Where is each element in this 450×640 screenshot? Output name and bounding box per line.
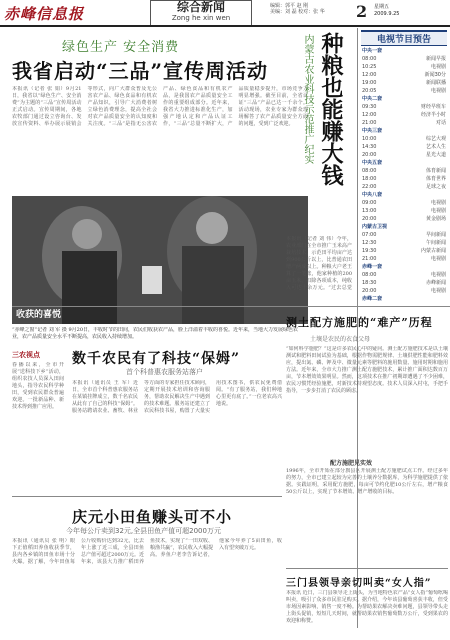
tv-program-row [362, 175, 446, 183]
tv-program-time: 13:00 [362, 208, 377, 214]
tv-program-time: 18:30 [362, 280, 377, 286]
tv-program-title: 黄金剧场 [425, 216, 446, 222]
section-divider [286, 568, 448, 569]
issue-date [374, 4, 399, 18]
feature-subhead: 首个科普惠农服务站落户 [126, 368, 203, 376]
vertical-subhead: 内蒙古农业科技示范推广纪实 [302, 34, 313, 164]
tv-program-time: 10:25 [362, 64, 377, 70]
tv-program-title: 电视剧 [430, 208, 446, 214]
tv-channel-name: 中央八套 [362, 192, 383, 198]
tv-program-time: 10:00 [362, 136, 377, 142]
masthead [0, 0, 450, 26]
tv-program-time: 20:00 [362, 288, 377, 294]
tv-channel-name: 中央五套 [362, 160, 383, 166]
tv-program-title: 电视剧 [430, 88, 446, 94]
section-title: 综合新闻 [176, 0, 225, 14]
newspaper-logo: 赤峰信息报 [4, 5, 85, 23]
farmers-photo-illustration [12, 196, 308, 324]
tv-program-time: 08:00 [362, 168, 377, 174]
tv-program-time: 08:00 [362, 272, 377, 278]
feature-section-label: 三农视点 [12, 351, 40, 359]
third-headline: 三门县领导亲切叫卖“女人指” [286, 578, 432, 589]
tv-channel-name: 中央一套 [362, 48, 383, 54]
main-body: 本报讯（记者 张 娟）9月21日，我省以“绿色生产、安全消费”为主题的“三品”宣传周活动正式启动。宣传周期间，各地农牧部门通过设立咨询台、发放宣传资料、举办展示展销会等形式，向广大群众普及无公害农产品、绿色食品和有机农产品知识，引导广大消费者树立绿色消费理念，提高全社会对农产品质量安全的认知度和关注度。“三品”是指无公害农产品、绿色食品和有机农产品，是我国农产品质量安全工作的重要组成部分。近年来，我省大力推进标准化生产，加强产地认定和产品认证工作，“三品”总量不断扩大，产品质量稳步提升，市场竞争力明显增强。截至目前，全省认证“三品”产品已达一千余个。活动现场，农业专家为群众现场解答了农产品质量安全方面的问题，受到广泛欢迎。 [12, 86, 308, 127]
tv-program-time: 12:00 [362, 112, 377, 118]
main-headline: 我省启动“三品”宣传周活动 [12, 59, 269, 83]
tv-program-time: 19:30 [362, 248, 377, 254]
date: 2009.9.25 [374, 11, 400, 17]
tv-program-row [362, 279, 446, 287]
tv-program-title: 早间新闻 [425, 232, 446, 238]
tv-program-row [362, 143, 446, 151]
tv-program-row [362, 135, 446, 143]
editor-credit-line: 编辑：郭平 赵 刚 [270, 3, 309, 9]
feature-body: 本报讯（通讯员 王 军）近日，全市首个科普惠农服务站在某镇挂牌成立，数千名农民从此有了自己的科技“保姆”。服务站聘请农业、畜牧、林业等方面的专家担任技术顾问，定期开展技术培训和咨询服务，帮助农民解决生产中遇到的技术难题。服务站还建立了农民科技书屋，购置了大量实用技术图书，供农民免费借阅。“有了服务站，我们种地心里更有底了。”一位老农高兴地说。 [72, 380, 282, 414]
second-subhead: 土壤是农民的衣食父母 [310, 336, 371, 343]
editor-credits [270, 3, 325, 15]
section-divider [12, 306, 450, 307]
section-title-box [150, 0, 252, 26]
tv-channel-name: 内蒙古卫视 [362, 224, 388, 230]
tv-program-title: 综艺大观 [425, 136, 446, 142]
tv-program-time: 21:00 [362, 120, 377, 126]
section-title-pinyin: Zong he xin wen [171, 14, 231, 22]
feature-sidebar-text: 春播以来，全市开展“送科技下乡”活动，组织农技人员深入田间地头，指导农民科学种田，受到农民群众普遍欢迎。一批新品种、新技术得到推广应用。 [12, 362, 64, 410]
tv-program-row [362, 255, 446, 263]
bottom-headline: 庆元小田鱼赚头可不小 [72, 508, 233, 526]
tv-program-row [362, 215, 446, 223]
main-kicker: 绿色生产 安全消费 [62, 40, 180, 55]
tv-program-time: 09:00 [362, 200, 377, 206]
tv-program-title: 财经早班车 [420, 104, 446, 110]
tv-program-time: 20:00 [362, 152, 377, 158]
tv-listing [362, 47, 446, 301]
bottom-subhead: 今年每公斤卖到32元,全县田鱼产值可超2000万元 [66, 527, 221, 535]
second-body-2: 1996年，全市开始在部分旗县区开展测土配方施肥试点工作。经过多年的努力，全市已建立起较为完善的土壤养分数据库，为科学施肥提供了依据。实践证明，采用配方施肥，每亩可节约化肥10公斤左右，增产粮食50公斤以上，实现了节本增效、增产增收的目标。 [286, 468, 448, 495]
tv-program-title: 体育新闻 [425, 168, 446, 174]
tv-program-row [362, 55, 446, 63]
tv-program-time: 09:30 [362, 104, 377, 110]
tv-program-title: 新闻联播 [425, 80, 446, 86]
tv-program-title: 内蒙古新闻 [420, 248, 446, 254]
bottom-body: 本报讯（通讯员 张 明）眼下正值稻田养鱼收获季节，县内各乡镇的田鱼市场十分火爆。据了解，今年田鱼每公斤收购价达到32元，比去年上涨了近三成，全县田鱼总产值可超过2000万元。近年来，该县大力推广稻田养鱼技术，实现了“一田双收、粮渔共赢”，农民收入大幅提高。养鱼户老李告诉记者，他家今年养了5亩田鱼，收入有望突破万元。 [12, 538, 282, 565]
tv-program-title: 电视剧 [430, 288, 446, 294]
tv-program-row [362, 271, 446, 279]
vertical-body: 本报讯（记者 刘 伟）今年，农业部门在全市推广玉米高产栽培技术，示范田平均亩产达到900公斤以上，比普通农田增产两成以上。种粮大户老王算了一笔账，他家种植的200亩玉米，扣除各项成本，纯收入可达十余万元。“过去总觉 [286, 236, 352, 290]
tv-listing-header: 电视节目预告 [361, 30, 447, 46]
tv-program-title: 电视剧 [430, 64, 446, 70]
feature-headline: 数千农民有了科技“保姆” [72, 351, 241, 367]
tv-program-row [362, 119, 446, 127]
tv-channel-name: 中央二套 [362, 96, 383, 102]
tv-program-row [362, 183, 446, 191]
tv-program-title: 经济半小时 [420, 112, 446, 118]
tv-channel-name: 中央三套 [362, 128, 383, 134]
second-body: “如何科学施肥？”这是许多农民心中的疑问。测土配方施肥技术是以土壤测试和肥料田间试验为基础，根据作物需肥规律、土壤供肥性能和肥料效应，提出氮、磷、钾及中、微量元素等肥料的施用数量、施用时期和施用方法。近年来，全市大力推广测土配方施肥技术，累计推广面积达数百万亩，节本增效效果明显。然而，这项技术在推广初期却遭遇了不少困难，农民习惯凭经验施肥，对新技术持观望态度。技术人员深入村屯，手把手指导，一步步打消了农民的顾虑。 [286, 346, 448, 394]
tv-program-title: 赤峰新闻 [425, 280, 446, 286]
tv-program-time: 20:00 [362, 216, 377, 222]
tv-program-row [362, 287, 446, 295]
tv-program-title: 电视剧 [430, 272, 446, 278]
page-number: 2 [356, 2, 368, 21]
tv-program-title: 星光大道 [425, 152, 446, 158]
tv-program-row [362, 151, 446, 159]
tv-program-row [362, 103, 446, 111]
tv-program-time: 12:30 [362, 240, 377, 246]
editor-credit-line: 美编：刘 磊 校对：张 华 [270, 9, 325, 15]
tv-program-row [362, 239, 446, 247]
tv-program-title: 电视剧 [430, 256, 446, 262]
weekday: 星期五 [374, 4, 390, 10]
tv-program-title: 体育世界 [425, 176, 446, 182]
photo-caption: “赤峰之窗”记者 刘 军 摄 9月20日，丰收时节的田间，农民们收获农产品，脸上洋溢着丰收的喜悦。近年来，当地大力发展绿色农业，农产品质量安全水平不断提高，农民收入持续增加。 [12, 327, 299, 340]
tv-program-time: 07:00 [362, 232, 377, 238]
tv-program-time: 12:00 [362, 72, 377, 78]
section-divider [12, 496, 282, 497]
tv-program-row [362, 207, 446, 215]
tv-channel-name: 赤峰一套 [362, 264, 383, 270]
tv-program-title: 午间新闻 [425, 240, 446, 246]
photo-overlay-label: 收获的喜悦 [16, 310, 62, 320]
tv-program-row [362, 167, 446, 175]
tv-program-row [362, 231, 446, 239]
tv-program-row [362, 87, 446, 95]
second-subhead-2: 配方施肥见实效 [330, 460, 373, 467]
tv-program-title: 新闻30分 [424, 72, 446, 78]
tv-program-title: 对话 [435, 120, 446, 126]
tv-program-row [362, 199, 446, 207]
second-headline: 测土配方施肥的“难产”历程 [286, 316, 433, 329]
tv-program-time: 08:00 [362, 56, 377, 62]
tv-program-time: 21:00 [362, 256, 377, 262]
tv-program-row [362, 79, 446, 87]
third-body: 本报讯 近日，三门县领导走上街头，为当地特色农产品“女人指”葡萄吆喝叫卖，吸引了众多市民驻足购买。据介绍，今年该县葡萄喜获丰收，但受市场因素影响，销售一度不畅。为帮助果农解决卖难问题，县领导带头走上街头促销，短短几天时间，就帮助果农销售葡萄数万公斤，受到果农的欢迎和称赞。 [286, 590, 448, 624]
tv-program-time: 14:30 [362, 144, 377, 150]
vertical-headline: 种粮也能赚大钱 [318, 32, 344, 186]
tv-program-title: 电视剧 [430, 200, 446, 206]
tv-program-row [362, 111, 446, 119]
tv-program-title: 足球之夜 [425, 184, 446, 190]
tv-program-row [362, 71, 446, 79]
tv-program-time: 20:05 [362, 88, 377, 94]
tv-program-title: 新闻早报 [425, 56, 446, 62]
tv-channel-name: 赤峰二套 [362, 296, 383, 301]
tv-program-time: 18:00 [362, 176, 377, 182]
tv-program-time: 22:00 [362, 184, 377, 190]
tv-program-title: 艺术人生 [425, 144, 446, 150]
main-photo [12, 196, 308, 324]
tv-program-row [362, 247, 446, 255]
tv-program-time: 19:00 [362, 80, 377, 86]
tv-program-row [362, 63, 446, 71]
masthead-rule [0, 25, 450, 27]
